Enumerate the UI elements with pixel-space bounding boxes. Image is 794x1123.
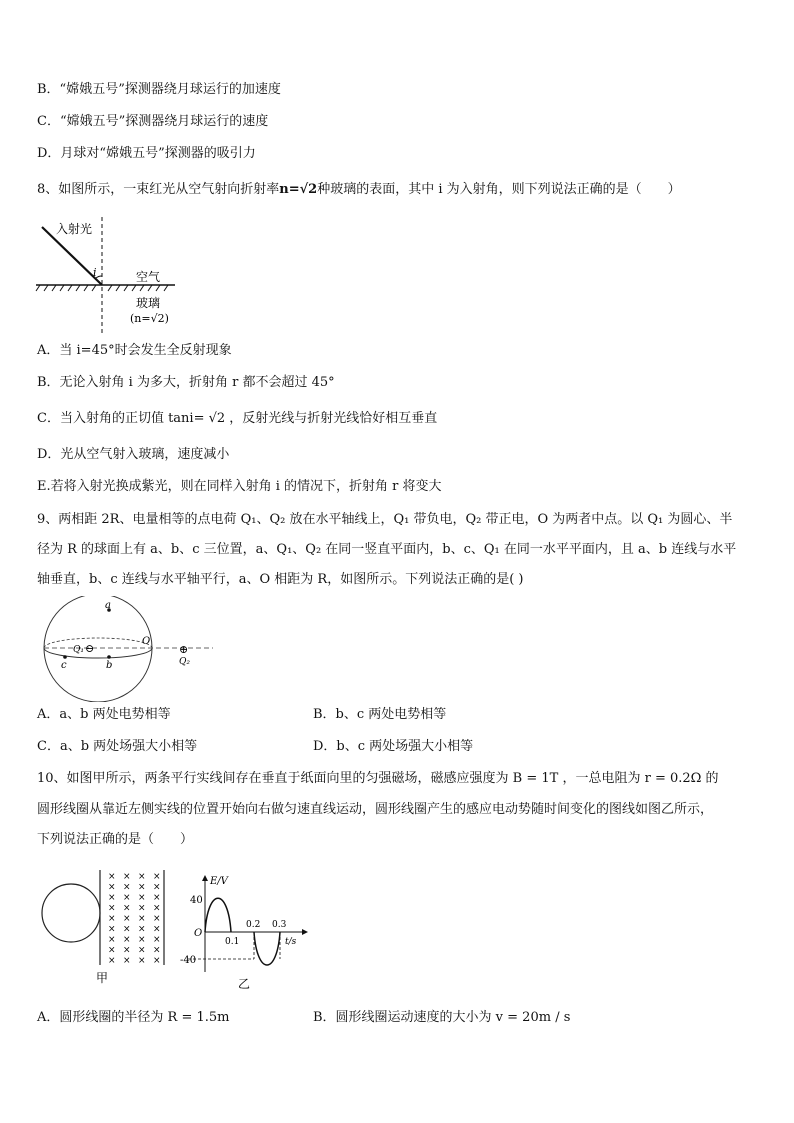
- field-cross-icon: ×: [108, 914, 116, 924]
- label-c: c: [61, 660, 67, 671]
- field-cross-icon: ×: [123, 956, 131, 966]
- q7-option-c: C．“嫦娥五号”探测器绕月球运行的速度: [37, 114, 269, 129]
- field-cross-icon: ×: [153, 882, 161, 893]
- q8-stem-pre: 8、如图所示，一束红光从空气射向折射率: [37, 182, 280, 197]
- field-cross-icon: ×: [108, 924, 116, 935]
- y-tick-neg40: -40: [180, 955, 197, 966]
- glass-label: 玻璃: [136, 296, 161, 310]
- field-cross-icon: ×: [123, 872, 131, 882]
- field-cross-icon: ×: [153, 935, 161, 945]
- e-axis-arrow-icon: [202, 875, 208, 881]
- field-cross-icon: ×: [108, 935, 116, 945]
- q8-stem-n: n=√2: [279, 182, 318, 197]
- field-cross-icon: ×: [138, 882, 146, 893]
- q9-option-d: D．b、c 两处场强大小相等: [313, 739, 474, 754]
- q9-option-b: B．b、c 两处电势相等: [313, 707, 447, 722]
- q8-option-d: D．光从空气射入玻璃，速度减小: [37, 447, 230, 462]
- field-cross-icon: ×: [153, 956, 161, 966]
- equator-front: [44, 648, 152, 658]
- field-cross-icon: ×: [108, 945, 116, 956]
- magnetic-field-crosses: [108, 872, 161, 966]
- label-jia: 甲: [96, 971, 109, 985]
- q8-stem: [37, 180, 681, 200]
- incident-label: 入射光: [56, 222, 93, 236]
- air-label: 空气: [136, 270, 161, 284]
- point-b: [107, 655, 111, 659]
- q8-refraction-figure: [30, 215, 180, 335]
- label-q2: Q₂: [179, 657, 190, 667]
- field-cross-icon: ×: [153, 924, 161, 935]
- field-cross-icon: ×: [123, 935, 131, 945]
- q9-stem-line-1: 9、两相距 2R、电量相等的点电荷 Q₁、Q₂ 放在水平轴线上，Q₁ 带负电，Q₂ 带正电，O 为两者中点。以 Q₁ 为圆心、半: [37, 512, 733, 527]
- field-cross-icon: ×: [108, 872, 116, 882]
- q10-option-b: B．圆形线圈运动速度的大小为 v = 20m / s: [313, 1010, 571, 1025]
- label-o: O: [142, 636, 151, 647]
- field-cross-icon: ×: [138, 893, 146, 903]
- q8-option-e: E.若将入射光换成紫光，则在同样入射角 i 的情况下，折射角 r 将变大: [37, 479, 442, 494]
- field-cross-icon: ×: [123, 882, 131, 893]
- q8-option-a: A．当 i=45°时会发生全反射现象: [37, 343, 232, 358]
- coil-circle: [42, 884, 100, 942]
- label-yi: 乙: [238, 977, 251, 991]
- field-cross-icon: ×: [138, 956, 146, 966]
- q10-stem-line-3: 下列说法正确的是（ ）: [37, 832, 194, 847]
- field-cross-icon: ×: [123, 924, 131, 935]
- field-cross-icon: ×: [138, 924, 146, 935]
- q9-option-c: C．a、b 两处场强大小相等: [37, 739, 198, 754]
- field-cross-icon: ×: [123, 893, 131, 903]
- q8-option-b: B．无论入射角 i 为多大，折射角 r 都不会超过 45°: [37, 375, 335, 390]
- label-a: a: [105, 600, 111, 611]
- field-cross-icon: ×: [138, 945, 146, 956]
- q8-option-c: C．当入射角的正切值 tani= √2 ，反射光线与折射光线恰好相互垂直: [37, 411, 438, 426]
- emf-curve-negative: [254, 932, 280, 965]
- glass-index-label: (n=√2): [130, 312, 169, 325]
- sphere-outline: [44, 596, 152, 702]
- q10-stem-line-2: 圆形线圈从靠近左侧实线的位置开始向右做匀速直线运动，圆形线圈产生的感应电动势随时间变化的图线如图乙所示，: [37, 802, 714, 817]
- field-cross-icon: ×: [153, 893, 161, 903]
- q2-plus-icon: ⊕: [179, 643, 189, 656]
- field-cross-icon: ×: [108, 903, 116, 914]
- field-cross-icon: ×: [153, 872, 161, 882]
- field-cross-icon: ×: [123, 914, 131, 924]
- emf-curve-positive: [205, 898, 231, 932]
- x-tick-0.3: 0.3: [272, 920, 287, 930]
- point-c: [63, 655, 67, 659]
- field-cross-icon: ×: [108, 882, 116, 893]
- x-axis-label: t/s: [285, 937, 297, 947]
- q7-option-b: B．“嫦娥五号”探测器绕月球运行的加速度: [37, 82, 281, 97]
- field-cross-icon: ×: [138, 935, 146, 945]
- label-q1: Q₁: [73, 645, 84, 655]
- field-cross-icon: ×: [138, 903, 146, 914]
- y-axis-label: E/V: [210, 876, 228, 887]
- field-cross-icon: ×: [138, 914, 146, 924]
- q10-figure-jia: [40, 868, 170, 988]
- q1-minus-icon: ⊖: [85, 642, 95, 655]
- field-cross-icon: ×: [123, 903, 131, 914]
- q10-option-a: A．圆形线圈的半径为 R = 1.5m: [37, 1010, 230, 1025]
- field-cross-icon: ×: [123, 945, 131, 956]
- angle-label: i: [93, 266, 97, 279]
- t-axis-arrow-icon: [302, 929, 308, 935]
- field-cross-icon: ×: [153, 903, 161, 914]
- q10-figure-yi: [180, 872, 310, 992]
- field-cross-icon: ×: [138, 872, 146, 882]
- q9-stem-line-3: 轴垂直，b、c 连线与水平轴平行，a、O 相距为 R，如图所示。下列说法正确的是( ): [37, 572, 524, 587]
- field-cross-icon: ×: [153, 945, 161, 956]
- q10-stem-line-1: 10、如图甲所示，两条平行实线间存在垂直于纸面向里的匀强磁场，磁感应强度为 B = 1T ，一总电阻为 r = 0.2Ω 的: [37, 771, 719, 786]
- x-tick-0.2: 0.2: [246, 920, 261, 930]
- label-b: b: [106, 660, 113, 671]
- field-cross-icon: ×: [108, 956, 116, 966]
- equator-back: [44, 638, 152, 648]
- q9-option-a: A．a、b 两处电势相等: [37, 707, 171, 722]
- q7-option-d: D．月球对“嫦娥五号”探测器的吸引力: [37, 146, 256, 161]
- x-tick-0.1: 0.1: [225, 937, 240, 947]
- angle-arc: [96, 276, 102, 278]
- field-cross-icon: ×: [108, 893, 116, 903]
- field-cross-icon: ×: [153, 914, 161, 924]
- y-tick-40: 40: [190, 895, 203, 906]
- q9-sphere-figure: [35, 596, 215, 702]
- q9-stem-line-2: 径为 R 的球面上有 a、b、c 三位置，a、Q₁、Q₂ 在同一竖直平面内，b、c、Q₁ 在同一水平平面内，且 a、b 连线与水平: [37, 542, 737, 557]
- origin-label: O: [194, 928, 203, 939]
- q8-stem-post: 种玻璃的表面，其中 i 为入射角，则下列说法正确的是（ ）: [317, 182, 681, 197]
